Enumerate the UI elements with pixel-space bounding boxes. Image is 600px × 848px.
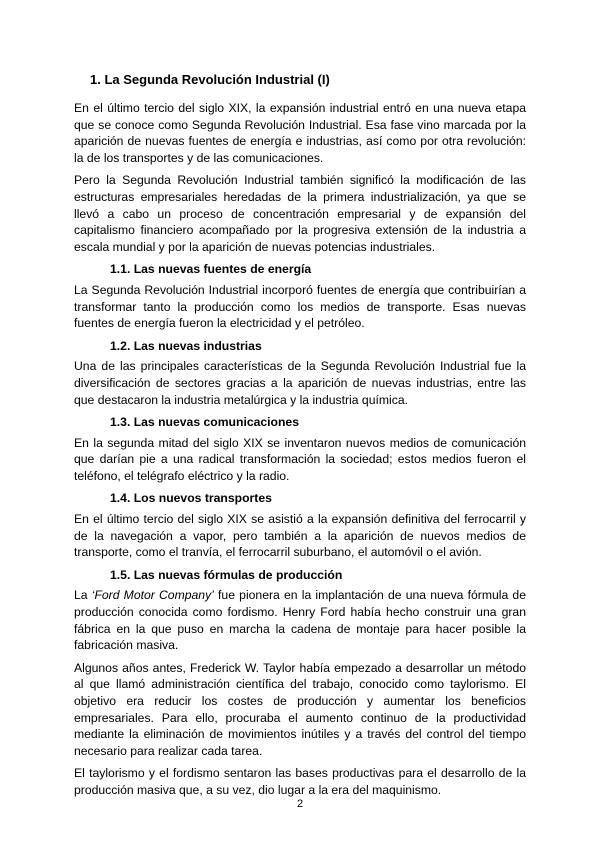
- section-heading-industries: 1.2. Las nuevas industrias: [110, 338, 262, 353]
- section-heading-transport: 1.4. Los nuevos transportes: [110, 491, 272, 506]
- ford-rest: fue pionera en la implantación de una nueva fórmula de producción conocida como fordismo. Henry Ford había hecho construir una gran fábrica en la que puso en marcha la cadena de montaje para hacer posible la fabricación masiva.: [74, 588, 526, 653]
- intro-paragraph: Pero la Segunda Revolución Industrial también significó la modificación de las estructuras empresariales heredadas de la primera industrialización, ya que se llevó a cabo un proceso de concentración empresarial y de expansión del capitalismo financiero acompañado por la progresiva extensión de la industria a escala mundial y por la aparición de nuevas potencias industriales.: [74, 173, 526, 254]
- intro-paragraph: En el último tercio del siglo XIX, la expansión industrial entró en una nueva etapa que se conoce como Segunda Revolución Industrial. Esa fase vino marcada por la aparición de nuevas fuentes de energía e industrias, así como por otra revolución: la de los transportes y de las comunicaciones.: [74, 101, 526, 165]
- section-heading-production: 1.5. Las nuevas fórmulas de producción: [110, 567, 343, 582]
- section-paragraph: En el último tercio del siglo XIX se asistió a la expansión definitiva del ferrocarril y de la navegación a vapor, pero también a la aparición de nuevos medios de transporte, como el tranvía, el ferrocarril suburbano, el automóvil o el avión.: [74, 512, 526, 560]
- page-title: 1. La Segunda Revolución Industrial (I): [90, 72, 330, 87]
- section-paragraph: La Segunda Revolución Industrial incorporó fuentes de energía que contribuirían a transformar tanto la producción como los medios de transporte. Esas nuevas fuentes de energía fueron la electricidad y el petróleo.: [74, 282, 526, 331]
- section-heading-energy: 1.1. Las nuevas fuentes de energía: [110, 262, 312, 277]
- ford-company-name: ‘Ford Motor Company’: [91, 588, 214, 603]
- document-page: [74, 72, 526, 805]
- ford-prefix: La: [74, 588, 92, 603]
- section-paragraph-ford: [74, 587, 526, 653]
- page-number: 2: [296, 798, 304, 810]
- section-paragraph: Algunos años antes, Frederick W. Taylor había empezado a desarrollar un método al que llamó administración científica del trabajo, conocido como taylorismo. El objetivo era reducir los costes de producción y aumentar los beneficios empresariales. Para ello, procuraba el aumento continuo de la productividad mediante la eliminación de movimientos inútiles y a través del control del tiempo necesario para realizar cada tarea.: [74, 660, 526, 758]
- section-paragraph: En la segunda mitad del siglo XIX se inventaron nuevos medios de comunicación que darían pie a una radical transformación la sociedad; estos medios fueron el teléfono, el telégrafo eléctrico y la radio.: [74, 435, 526, 483]
- section-paragraph: Una de las principales características de la Segunda Revolución Industrial fue la diversificación de sectores gracias a la aparición de nuevas industrias, entre las que destacaron la industria metalúrgica y la industria química.: [74, 359, 526, 407]
- section-heading-communications: 1.3. Las nuevas comunicaciones: [110, 415, 299, 430]
- section-paragraph: El taylorismo y el fordismo sentaron las bases productivas para el desarrollo de la producción masiva que, a su vez, dio lugar a la era del maquinismo.: [74, 766, 526, 797]
